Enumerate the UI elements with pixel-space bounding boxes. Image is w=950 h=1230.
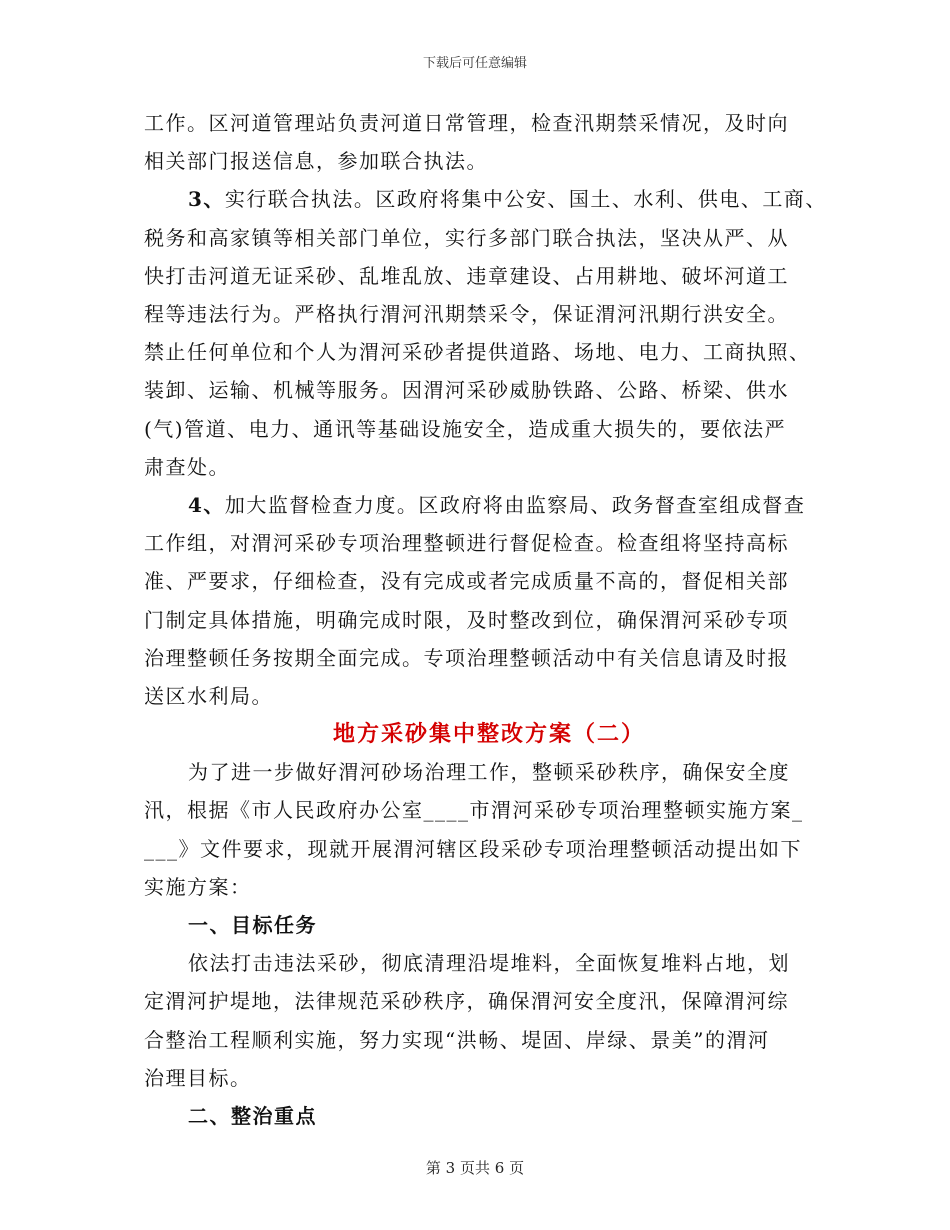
text-line: 税务和高家镇等相关部门单位，实行多部门联合执法，坚决从严、从 — [144, 225, 789, 250]
text-line: 为了进一步做好渭河砂场治理工作，整顿采砂秩序，确保安全度 — [188, 760, 790, 785]
text-run: 实行联合执法。区政府将集中公安、国土、水利、供电、工商、 — [224, 187, 827, 212]
text-line: 送区水利局。 — [144, 684, 273, 709]
text-line: 程等违法行为。严格执行渭河汛期禁采令，保证渭河汛期行洪安全。 — [144, 302, 789, 327]
text-line: 肃查处。 — [144, 454, 230, 479]
text-line: 治理整顿任务按期全面完成。专项治理整顿活动中有关信息请及时报 — [144, 645, 789, 670]
text-line: 治理目标。 — [144, 1065, 252, 1090]
text-line: (气)管道、电力、通讯等基础设施安全，造成重大损失的，要依法严 — [144, 416, 787, 441]
text-line: 实施方案： — [144, 874, 252, 899]
document-body — [144, 104, 834, 1135]
paragraph-1 — [144, 104, 834, 180]
text-line: 门制定具体措施，明确完成时限，及时整改到位，确保渭河采砂专项 — [144, 607, 789, 632]
text-line: 汛，根据《市人民政府办公室____市渭河采砂专项治理整顿实施方案_ — [144, 798, 804, 823]
paragraph-3 — [144, 486, 834, 715]
paragraph-2 — [144, 180, 834, 486]
item-number: 3、 — [188, 187, 225, 212]
text-line: 工作。区河道管理站负责河道日常管理，检查汛期禁采情况，及时向 — [144, 111, 789, 135]
heading-target-tasks: 一、目标任务 — [188, 913, 317, 938]
text-line: 依法打击违法采砂，彻底清理沿堤堆料，全面恢复堆料占地，划 — [188, 951, 790, 976]
text-line: 定渭河护堤地，法律规范采砂秩序，确保渭河安全度汛，保障渭河综 — [144, 989, 789, 1014]
heading-key-points: 二、整治重点 — [188, 1104, 317, 1129]
text-line-lead — [144, 486, 834, 524]
text-line: 快打击河道无证采砂、乱堆乱放、违章建设、占用耕地、破坏河道工 — [144, 263, 789, 288]
page-header: 下载后可任意编辑 — [422, 56, 527, 71]
text-line: 禁止任何单位和个人为渭河采砂者提供道路、场地、电力、工商执照、 — [144, 340, 811, 365]
text-line: 相关部门报送信息，参加联合执法。 — [144, 149, 488, 174]
text-line-lead — [144, 180, 834, 218]
item-number: 4、 — [188, 493, 225, 518]
page-footer: 第 3 页共 6 页 — [425, 1159, 525, 1177]
text-line: 工作组，对渭河采砂专项治理整顿进行督促检查。检查组将坚持高标 — [144, 531, 789, 556]
text-line: ___》文件要求，现就开展渭河辖区段采砂专项治理整顿活动提出如下 — [144, 836, 802, 861]
text-line: 装卸、运输、机械等服务。因渭河采砂威胁铁路、公路、桥梁、供水 — [144, 378, 789, 403]
text-run: 加大监督检查力度。区政府将由监察局、政务督查室组成督查 — [224, 493, 806, 518]
text-line: 准、严要求，仔细检查，没有完成或者完成质量不高的，督促相关部 — [144, 569, 789, 594]
paragraph-4 — [144, 753, 834, 906]
section-title: 地方采砂集中整改方案（二） — [332, 721, 645, 748]
text-line: 合整治工程顺利实施，努力实现“洪畅、堤固、岸绿、景美”的渭河 — [144, 1027, 770, 1052]
paragraph-5 — [144, 944, 834, 1097]
